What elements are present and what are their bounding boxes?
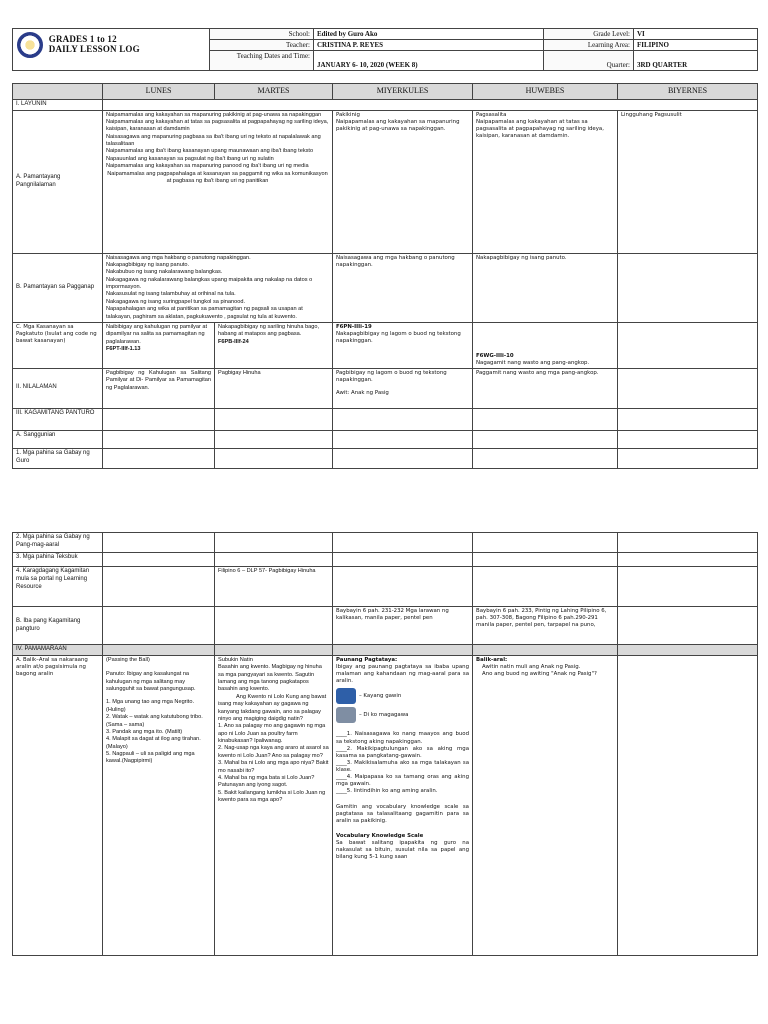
miyerkules-pamantayang-pangnilalaman: Pakikinig Naipapamalas ang kakayahan sa mapanuring pakikinig at pag-unawa sa napakinggan. xyxy=(333,110,473,253)
area-label: Learning Area: xyxy=(544,40,634,51)
header-table xyxy=(12,28,758,71)
row-label-mga-kasanayan: C. Mga Kasanayan sa Pagkatuto (Isulat ang code ng bawat kasanayan) xyxy=(13,322,103,368)
header-title-line2: DAILY LESSON LOG xyxy=(48,44,140,54)
lesson-table-1 xyxy=(12,83,758,469)
row-label-layunin: I. LAYUNIN xyxy=(13,99,103,110)
martes-kasanayan: Nakapagbibigay ng sariling hinuha bago, habang at matapos ang pagbasa. F6PB-IIIf-24 xyxy=(215,322,333,368)
row-label-pamamaraan: IV. PAMAMARAAN xyxy=(13,645,103,656)
day-header-lunes: LUNES xyxy=(103,84,215,100)
quarter-label: Quarter: xyxy=(544,51,634,71)
lunes-nilalaman: Pagbibigay ng Kahulugan sa Salitang Pamilyar at Di- Pamilyar sa Pamamagitan ng Paglalarawan. xyxy=(103,368,215,408)
thumbs-down-icon xyxy=(336,707,356,723)
huwebes-pamantayan-sa-pagganap: Nakapagbibigay ng isang panuto. xyxy=(473,253,618,322)
like-legend: – Kayang gawin xyxy=(359,692,402,699)
row-label-gabay-pang-mag-aaral: 2. Mga pahina sa Gabay ng Pang-mag-aaral xyxy=(13,533,103,553)
miyerkules-nilalaman: Pagbibigay ng lagom o buod ng tekstong napakinggan. Awit: Anak ng Pasig xyxy=(333,368,473,408)
dates-value: JANUARY 6- 10, 2020 (WEEK 8) xyxy=(314,51,544,71)
martes-karagdagang-kagamitan: Filipino 6 – DLP 57- Pagbibigay Hinuha xyxy=(215,567,333,607)
dates-label: Teaching Dates and Time: xyxy=(210,51,314,71)
teacher-value: CRISTINA P. REYES xyxy=(314,40,544,51)
huwebes-nilalaman: Paggamit nang wasto ang mga pang-angkop. xyxy=(473,368,618,408)
thumbs-up-icon xyxy=(336,688,356,704)
huwebes-kasanayan: F6WG-IIIi-10 Nagagamit nang wasto ang pang-angkop. xyxy=(473,322,618,368)
row-label-teksbuk: 3. Mga pahina Teksbuk xyxy=(13,553,103,567)
quarter-value: 3RD QUARTER xyxy=(634,51,758,71)
huwebes-balik-aral: Balik-aral: Awitin natin muli ang Anak ng Pasig. Ano ang buod ng awiting "Anak ng Pasig"? xyxy=(473,655,618,955)
martes-nilalaman: Pagbigay Hinuha xyxy=(215,368,333,408)
row-label-gabay-ng-guro: 1. Mga pahina sa Gabay ng Guro xyxy=(13,448,103,468)
row-label-iba-pang-kagamitan: B. Iba pang Kagamitang pangturo xyxy=(13,607,103,645)
day-header-martes: MARTES xyxy=(215,84,333,100)
miyerkules-balik-aral: Paunang Pagtataya: Ibigay ang paunang pagtataya sa ibaba upang malaman ang kahandaan ng mag-aaral para sa aralin. – Kayang gawin – Di ko magagawa ____1. Naisasagawa ko nang maayos ang buod sa tekstong aking napakinggan. ____2. Makikipagtulungan ako sa aking mga kasama sa pangkatang-gawain. ____3. Makikisalamuha ako sa mga talakayan sa klase. ____4. Maipapasa ko sa tamang oras ang aking mga gawain. ____5. Iintindihin ko ang aming aralin. Gamitin ang vocabulary knowledge scale sa pagtatasa sa talasalitaang gagamitin para sa aralin sa pakikinig. Vocabulary Knowledge Scale Sa bawat salitang ipapakita ng guro na nakasulat sa bituin, susulat nila sa papel ang bilang kung 5-1 kung saan xyxy=(333,655,473,955)
deped-seal-icon xyxy=(17,32,43,58)
lunes-kasanayan: Naibibigay ang kahulugan ng pamilyar at dipamilyar na salita sa pamamagitan ng paglalarawan. F6PT-IIIf-1.13 xyxy=(103,322,215,368)
lesson-log-page-2 xyxy=(12,532,757,956)
header-title-line1: GRADES 1 to 12 xyxy=(48,34,117,45)
row-label-kagamitang-panturo: III. KAGAMITANG PANTURO xyxy=(13,408,103,430)
school-value: Edited by Guro Ako xyxy=(314,29,544,40)
day-header-huwebes: HUWEBES xyxy=(473,84,618,100)
dislike-legend: – Di ko magagawa xyxy=(359,711,409,718)
header-logo-cell xyxy=(13,29,210,71)
area-value: FILIPINO xyxy=(634,40,758,51)
row-label-balik-aral: A. Balik–Aral sa nakaraang aralin at/o pagsisimula ng bagong aralin xyxy=(13,655,103,955)
miyerkules-iba-pang-kagamitan: Baybayin 6 pah. 231-232 Mga larawan ng kalikasan, manila paper, pentel pen xyxy=(333,607,473,645)
row-label-karagdagang-kagamitan: 4. Karagdagang Kagamitan mula sa portal ng Learning Resource xyxy=(13,567,103,607)
lesson-log-page-1 xyxy=(12,28,757,469)
lunes-martes-pamantayang-pangnilalaman: Naipamamalas ang kakayahan sa mapanuring pakikinig at pag-unawa sa napakinggan Naipamamalas ang kakayahan at tatas sa pagsasalita at pagpapahayag ng sariling ideya, kaisipan, karanasan at damdamin Naisasagawa ang mapanuring pagbasa sa iba't ibang uri ng teksto at napalalawak ang talasalitaan Naipamamalas ang iba't ibang kasanayan upang maunawaan ang iba't ibang teksto Napauunlad ang kasanayan sa pagsulat ng iba't ibang uri ng sulatin Naipamamalas ang kakayahan sa mapanuring panood ng iba't ibang uri ng media Naipamamalas ang pagpapahalaga at kasanayan sa paggamit ng wika sa komunikasyon at pagbasa ng iba't ibang uri ng panitikan xyxy=(103,110,333,253)
miyerkules-pamantayan-sa-pagganap: Naisasagawa ang mga hakbang o panutong napakinggan. xyxy=(333,253,473,322)
grade-value: VI xyxy=(634,29,758,40)
miyerkules-kasanayan: F6PN-IIIi-19 Nakapagbibigay ng lagom o buod ng tekstong napakinggan. xyxy=(333,322,473,368)
huwebes-iba-pang-kagamitan: Baybayin 6 pah. 233, Pintig ng Lahing Pilipino 6, pah. 307-308, Bagong Filipino 6 pah.290-291 manila paper, pentel pen, tarpapel na puno, xyxy=(473,607,618,645)
lunes-martes-pamantayan-sa-pagganap: Naisasagawa ang mga hakbang o panutong napakinggan. Nakapagbibigay ng isang panuto. Nakabubuo ng isang nakalarawang balangkas. Nakagagawa ng nakalarawang balangkas upang maipakita ang nakalap na datos o impormasyon. Nakasusulat ng isang talambuhay at orihinal na tula. Nakagagawa ng isang suringpapel tungkol sa pinanood. Napapahalagan ang wika at panitikan sa pamamagitan ng pagsali sa usapan at talakayan, paghiram sa aklatan, pagkukuwento , pagsulat ng tula at kuwento. xyxy=(103,253,333,322)
huwebes-pamantayang-pangnilalaman: Pagsasalita Naipapamalas ang kakayahan at tatas sa pagsasalita at pagpapahayag ng sariling ideya, kaisipan, karanasan at damdamin. xyxy=(473,110,618,253)
biyernes-pamantayang-pangnilalaman: Lingguhang Pagsusulit xyxy=(618,110,758,253)
row-label-nilalaman: II. NILALAMAN xyxy=(13,368,103,408)
day-header-miyerkules: MIYERKULES xyxy=(333,84,473,100)
day-header-biyernes: BIYERNES xyxy=(618,84,758,100)
lunes-balik-aral: (Passing the Ball) Panuto: Ibigay ang kasalungat na kahulugan ng mga salitang may salungguhit sa bawat pangungusap. 1. Mga unang tao ang mga Negrito. (Huling) 2. Watak – watak ang katutubong tribo.(Sama – sama) 3. Pandak ang mga ito. (Matilt) 4. Malapit sa dagat at ilog ang tirahan. (Malayo) 5. Nagpauli – uli sa paligid ang mga kawal.(Nagpipirmi) xyxy=(103,655,215,955)
grade-label: Grade Level: xyxy=(544,29,634,40)
lesson-table-2 xyxy=(12,532,758,956)
row-label-sanggunian: A. Sanggunian xyxy=(13,430,103,448)
school-label: School: xyxy=(210,29,314,40)
teacher-label: Teacher: xyxy=(210,40,314,51)
martes-balik-aral: Subukin Natin Basahin ang kwento. Magbigay ng hinuha sa mga pangyayari sa kwento. Sagutin lamang ang mga tanong pagkatapos basahin ang kwento. Ang Kwento ni Lolo Kung ang bawat isang may kakayahan ay gagawa ng kanyang takdang gawain, ano sa palagay ninyo ang magiging daigdig natin? 1. Ano sa palagay mo ang gagawin ng mga apo ni Lolo Juan sa poultry farm kinabukasan? Ipaliwanag. 2. Nag-usap nga kaya ang araro at asarol sa kwento ni Lolo Juan? Ano sa palagay mo? 3. Mahal ba ni Lolo ang mga apo niya? Bakit mo nasabi ito? 4. Mahal ba ng mga bata si Lolo Juan? Patunayan ang iyong sagot. 5. Bakit kailangang lumikha si Lolo Juan ng kwento para sa mga apo? xyxy=(215,655,333,955)
row-label-pamantayang-pangnilalaman: A. Pamantayang Pangnilalaman xyxy=(13,110,103,253)
row-label-pamantayan-sa-pagganap: B. Pamantayan sa Pagganap xyxy=(13,253,103,322)
